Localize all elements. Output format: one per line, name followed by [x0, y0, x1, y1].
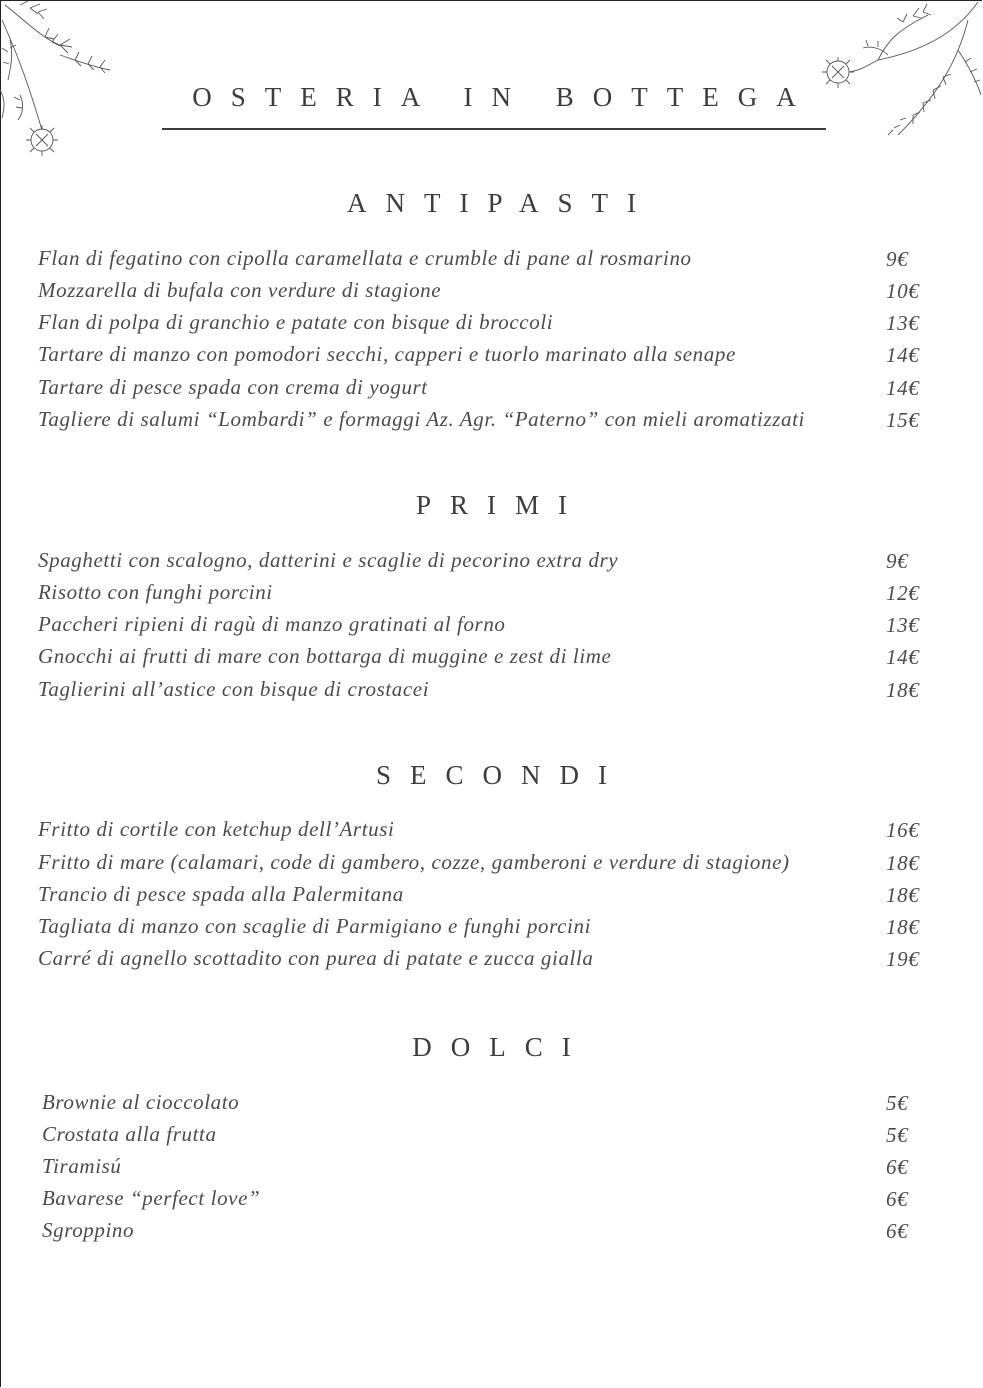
- menu-item-name: Gnocchi ai frutti di mare con bottarga di muggine e zest di lime: [38, 644, 612, 668]
- menu-item: [42, 1154, 982, 1184]
- menu-item: [38, 278, 978, 308]
- menu-item-price: 5€: [886, 1091, 909, 1115]
- menu-item: [42, 1218, 982, 1248]
- menu-item-price: 18€: [886, 678, 920, 702]
- menu-item: [42, 1186, 982, 1216]
- menu-item: [38, 677, 978, 707]
- menu-item-name: Trancio di pesce spada alla Palermitana: [38, 882, 404, 906]
- menu-item-name: Mozzarella di bufala con verdure di stagione: [38, 278, 442, 302]
- menu-item-price: 14€: [886, 343, 920, 367]
- menu-item-name: Fritto di cortile con ketchup dell’Artusi: [38, 817, 395, 841]
- menu-item-price: 18€: [886, 915, 920, 939]
- menu-item: [38, 246, 978, 276]
- menu-item: [38, 342, 978, 372]
- menu-item-name: Crostata alla frutta: [42, 1122, 217, 1146]
- menu-item-price: 19€: [886, 947, 920, 971]
- menu-item-price: 6€: [886, 1219, 909, 1243]
- menu-item-price: 14€: [886, 645, 920, 669]
- menu-item: [38, 882, 978, 912]
- menu-item-name: Carré di agnello scottadito con purea di patate e zucca gialla: [38, 946, 594, 970]
- menu-item-price: 6€: [886, 1187, 909, 1211]
- menu-item-price: 9€: [886, 247, 909, 271]
- menu-item-name: Sgroppino: [42, 1218, 135, 1242]
- menu-item-price: 12€: [886, 581, 920, 605]
- menu-item-name: Taglierini all’astice con bisque di crostacei: [38, 677, 430, 701]
- menu-item: [38, 817, 978, 847]
- menu-item: [38, 946, 978, 976]
- menu-item: [38, 850, 978, 880]
- menu-item-name: Flan di polpa di granchio e patate con bisque di broccoli: [38, 310, 554, 334]
- section-heading-secondi: SECONDI: [375, 760, 626, 790]
- menu-item-name: Tagliere di salumi “Lombardi” e formaggi Az. Agr. “Paterno” con mieli aromatizzati: [38, 407, 805, 431]
- menu-item-name: Risotto con funghi porcini: [38, 580, 273, 604]
- menu-item-name: Bavarese “perfect love”: [42, 1186, 261, 1210]
- floral-sprig-left-icon: [0, 0, 130, 165]
- menu-item-name: Brownie al cioccolato: [42, 1090, 240, 1114]
- menu-item: [38, 580, 978, 610]
- menu-item: [38, 310, 978, 340]
- menu-item: [38, 612, 978, 642]
- menu-item-name: Spaghetti con scalogno, datterini e scaglie di pecorino extra dry: [38, 548, 619, 572]
- menu-item: [42, 1122, 982, 1152]
- menu-item-price: 10€: [886, 279, 920, 303]
- restaurant-title: OSTERIA IN BOTTEGA: [192, 82, 815, 112]
- menu-item-name: Flan di fegatino con cipolla caramellata e crumble di pane al rosmarino: [38, 246, 692, 270]
- menu-item-price: 15€: [886, 408, 920, 432]
- floral-sprig-right-icon: [818, 0, 983, 145]
- menu-item-name: Tiramisú: [42, 1154, 122, 1178]
- menu-item-price: 13€: [886, 613, 920, 637]
- menu-item-price: 18€: [886, 851, 920, 875]
- menu-item-price: 16€: [886, 818, 920, 842]
- menu-item: [38, 644, 978, 674]
- menu-item-price: 9€: [886, 549, 909, 573]
- section-heading-primi: PRIMI: [415, 490, 586, 520]
- menu-item: [38, 548, 978, 578]
- menu-item: [38, 407, 978, 437]
- menu-item: [38, 914, 978, 944]
- menu-item: [38, 375, 978, 405]
- section-heading-antipasti: ANTIPASTI: [346, 188, 656, 218]
- menu-item-price: 13€: [886, 311, 920, 335]
- menu-item: [42, 1090, 982, 1120]
- menu-item-price: 18€: [886, 883, 920, 907]
- menu-item-price: 5€: [886, 1123, 909, 1147]
- menu-item-name: Tartare di manzo con pomodori secchi, capperi e tuorlo marinato alla senape: [38, 342, 736, 366]
- section-heading-dolci: DOLCI: [412, 1032, 590, 1062]
- menu-item-name: Paccheri ripieni di ragù di manzo gratinati al forno: [38, 612, 506, 636]
- title-underline: [162, 128, 826, 130]
- menu-item-price: 6€: [886, 1155, 909, 1179]
- menu-item-name: Tartare di pesce spada con crema di yogurt: [38, 375, 428, 399]
- menu-item-name: Tagliata di manzo con scaglie di Parmigiano e funghi porcini: [38, 914, 592, 938]
- menu-item-name: Fritto di mare (calamari, code di gambero, cozze, gamberoni e verdure di stagione): [38, 850, 790, 874]
- menu-item-price: 14€: [886, 376, 920, 400]
